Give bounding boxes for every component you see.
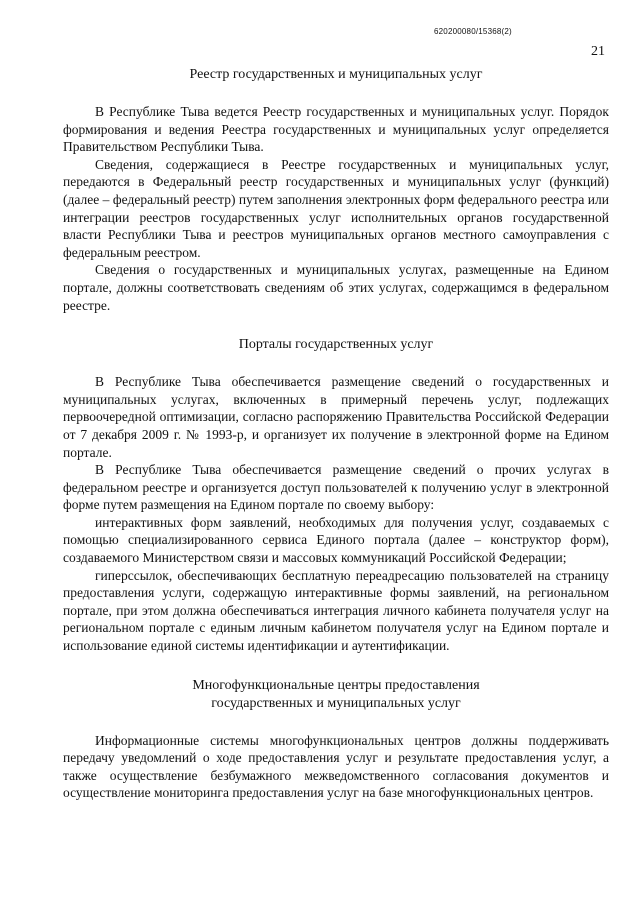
paragraph: В Республике Тыва обеспечивается размещение сведений о прочих услугах в федеральном реестре и организуется доступ пользователей к получению услуг в электронной форме путем размещения на Едином портале по своему выбору: [63, 462, 609, 513]
page-number: 21 [591, 44, 605, 59]
paragraph: гиперссылок, обеспечивающих бесплатную переадресацию пользователей на страницу предоставления услуги, содержащую интерактивные формы заявлений, на региональном портале, при этом должна обеспечиваться интеграция личного кабинета получателя услуг на региональном портале с единым личным кабинетом получателя услуг на Едином портале и использование единой системы идентификации и аутентификации. [63, 567, 609, 654]
paragraph: интерактивных форм заявлений, необходимых для получения услуг, создаваемых с помощью специализированного сервиса Единого портала (далее – конструктор форм), создаваемого Министерством связи и массовых коммуникаций Российской Федерации; [63, 514, 609, 566]
section-title-line: Многофункциональные центры предоставления [192, 677, 480, 693]
section-title-line: государственных и муниципальных услуг [211, 695, 461, 711]
paragraph: В Республике Тыва ведется Реестр государственных и муниципальных услуг. Порядок формирования и ведения Реестра государственных и муниципальных услуг определяется Правительством Республики Тыва. [63, 104, 609, 155]
section-mfc [63, 732, 609, 802]
section-title-registry: Реестр государственных и муниципальных услуг [189, 67, 483, 82]
section-portals [63, 373, 609, 655]
section-title-portals: Порталы государственных услуг [238, 337, 434, 353]
section-title-mfc [63, 677, 609, 713]
paragraph: Сведения о государственных и муниципальных услугах, размещенные на Едином портале, должны соответствовать сведениям об этих услугах, содержащимся в федеральном реестре. [63, 262, 609, 313]
paragraph: Информационные системы многофункциональных центров должны поддерживать передачу уведомлений о ходе предоставления услуг и результате предоставления услуг, а также осуществление безбумажного межведомственного согласования документов и осуществление мониторинга предоставления услуг на базе многофункциональных центров. [63, 732, 609, 801]
paragraph: В Республике Тыва обеспечивается размещение сведений о государственных и муниципальных услугах, включенных в примерный перечень услуг, подлежащих первоочередной оптимизации, согласно распоряжению Правительства Российской Федерации от 7 декабря 2009 г. № 1993-р, и организует их получение в электронной форме на Едином портале. [63, 374, 609, 460]
section-registry [63, 103, 609, 314]
paragraph: Сведения, содержащиеся в Реестре государственных и муниципальных услуг, передаются в Федеральный реестр государственных и муниципальных услуг (функций) (далее – федеральный реестр) путем заполнения электронных форм федерального реестра или интеграции реестров государственных услуг исполнительных органов государственной власти Республики Тыва и реестров муниципальных органов местного самоуправления с федеральным реестром. [63, 156, 609, 260]
document-body [63, 66, 609, 802]
document-id: 620200080/15368(2) [434, 27, 512, 36]
